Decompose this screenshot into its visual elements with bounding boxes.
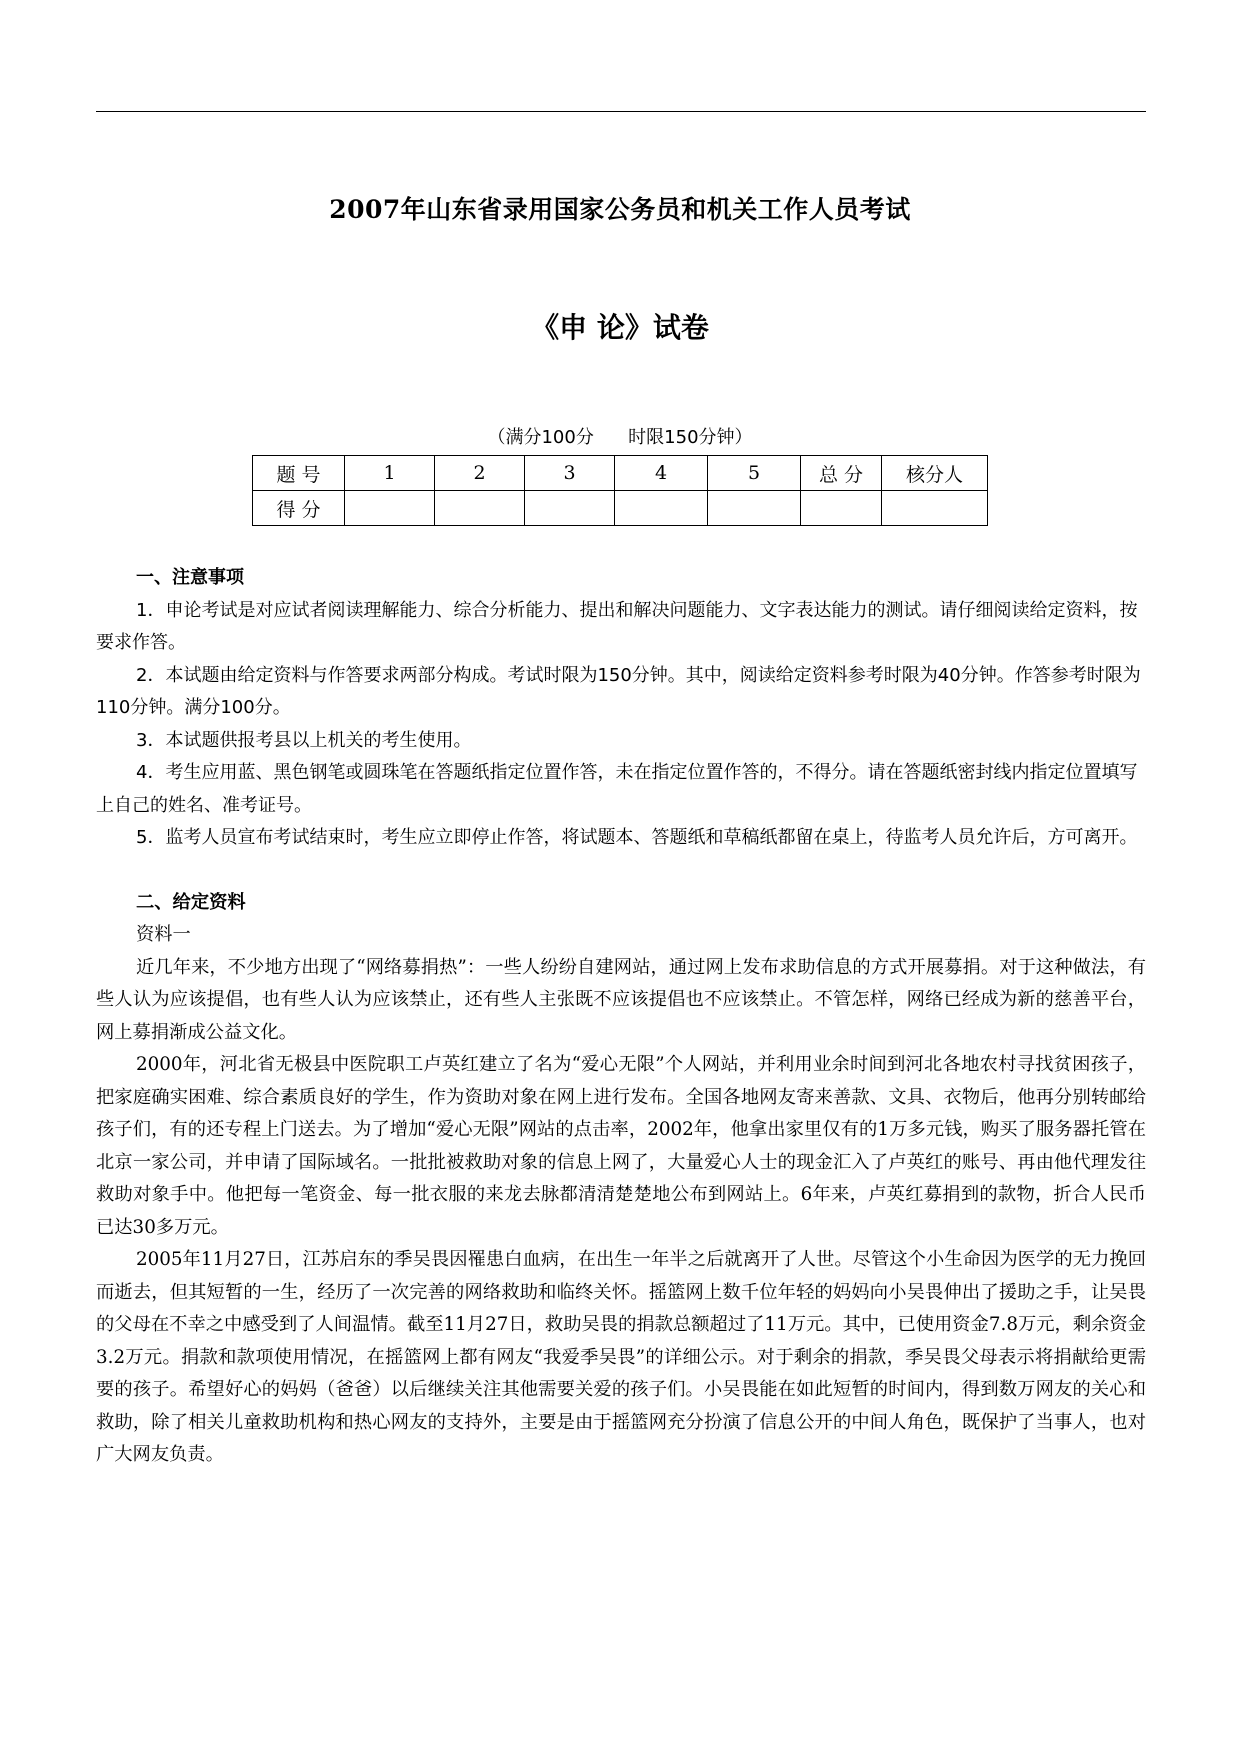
- time-limit-text: 时限150分钟）: [628, 427, 753, 448]
- exam-info: [0, 424, 1240, 452]
- paper-title: 《申 论》试卷: [531, 311, 709, 344]
- notes-section: [96, 562, 1146, 855]
- note-item: 5．监考人员宣布考试结束时，考生应立即停止作答，将试题本、答题纸和草稿纸都留在桌上，待监考人员允许后，方可离开。: [136, 827, 1138, 848]
- materials-section: [96, 887, 1146, 1472]
- score-table-cell: 2: [435, 456, 525, 491]
- notes-heading: 一、注意事项: [136, 567, 244, 588]
- score-table-cell: [525, 491, 615, 526]
- score-table-cell: [345, 491, 435, 526]
- score-table-cell: [615, 491, 708, 526]
- material-label: 资料一: [136, 924, 191, 945]
- materials-heading: 二、给定资料: [136, 891, 246, 913]
- exam-title: 2007年山东省录用国家公务员和机关工作人员考试: [329, 195, 911, 224]
- score-table-cell: 4: [615, 456, 708, 491]
- score-table-cell: 得 分: [253, 491, 345, 526]
- score-table-score-row: [253, 491, 988, 526]
- note-item: 3．本试题供报考县以上机关的考生使用。: [136, 729, 472, 751]
- score-table-cell: 1: [345, 456, 435, 491]
- score-table-cell: 题 号: [253, 456, 345, 491]
- score-table-cell: 总 分: [801, 456, 882, 491]
- score-table-cell: [882, 491, 988, 526]
- material-paragraph: 2000年，河北省无极县中医院职工卢英红建立了名为“爱心无限”个人网站，并利用业余时间到河北各地农村寻找贫困孩子，把家庭确实困难、综合素质良好的学生，作为资助对象在网上进行发布。全国各地网友寄来善款、文具、衣物后，他再分别转邮给孩子们，有的还专程上门送去。为了增加“爱心无限”网站的点击率，2002年，他拿出家里仅有的1万多元钱，购买了服务器托管在北京一家公司，并申请了国际域名。一批批被救助对象的信息上网了，大量爱心人士的现金汇入了卢英红的账号、再由他代理发往救助对象手中。他把每一笔资金、每一批衣服的来龙去脉都清清楚楚地公布到网站上。6年来，卢英红募捐到的款物，折合人民币已达30多万元。: [96, 1054, 1146, 1238]
- note-item: 4．考生应用蓝、黑色钢笔或圆珠笔在答题纸指定位置作答，未在指定位置作答的，不得分。请在答题纸密封线内指定位置填写上自己的姓名、准考证号。: [96, 762, 1138, 816]
- material-paragraph: 近几年来，不少地方出现了“网络募捐热”：一些人纷纷自建网站，通过网上发布求助信息的方式开展募捐。对于这种做法，有些人认为应该提倡，也有些人认为应该禁止，还有些人主张既不应该提倡也不应该禁止。不管怎样，网络已经成为新的慈善平台，网上募捐渐成公益文化。: [96, 956, 1146, 1043]
- score-table-cell: 核分人: [882, 456, 988, 491]
- score-table-header-row: [253, 456, 988, 491]
- section-gap: [96, 855, 1146, 887]
- score-table-cell: [435, 491, 525, 526]
- score-table: [252, 455, 988, 526]
- material-paragraph: 2005年11月27日，江苏启东的季吴畏因罹患白血病，在出生一年半之后就离开了人世。尽管这个小生命因为医学的无力挽回而逝去，但其短暂的一生，经历了一次完善的网络救助和临终关怀。摇篮网上数千位年轻的妈妈向小吴畏伸出了援助之手，让吴畏的父母在不幸之中感受到了人间温情。截至11月27日，救助吴畏的捐款总额超过了11万元。其中，已使用资金7.8万元，剩余资金3.2万元。捐款和款项使用情况，在摇篮网上都有网友“我爱季吴畏”的详细公示。对于剩余的捐款，季吴畏父母表示将捐献给更需要的孩子。希望好心的妈妈（爸爸）以后继续关注其他需要关爱的孩子们。小吴畏能在如此短暂的时间内，得到数万网友的关心和救助，除了相关儿童救助机构和热心网友的支持外，主要是由于摇篮网充分扮演了信息公开的中间人角色，既保护了当事人，也对广大网友负责。: [96, 1249, 1146, 1465]
- score-table-cell: [801, 491, 882, 526]
- full-score-text: （满分100分: [487, 427, 594, 448]
- header-rule: [96, 111, 1146, 112]
- score-table-cell: [708, 491, 801, 526]
- note-item: 2．本试题由给定资料与作答要求两部分构成。考试时限为150分钟。其中，阅读给定资料参考时限为40分钟。作答参考时限为110分钟。满分100分。: [96, 664, 1141, 718]
- page-content: [96, 562, 1146, 1472]
- note-item: 1．申论考试是对应试者阅读理解能力、综合分析能力、提出和解决问题能力、文字表达能力的测试。请仔细阅读给定资料，按要求作答。: [96, 599, 1138, 653]
- score-table-cell: 5: [708, 456, 801, 491]
- score-table-cell: 3: [525, 456, 615, 491]
